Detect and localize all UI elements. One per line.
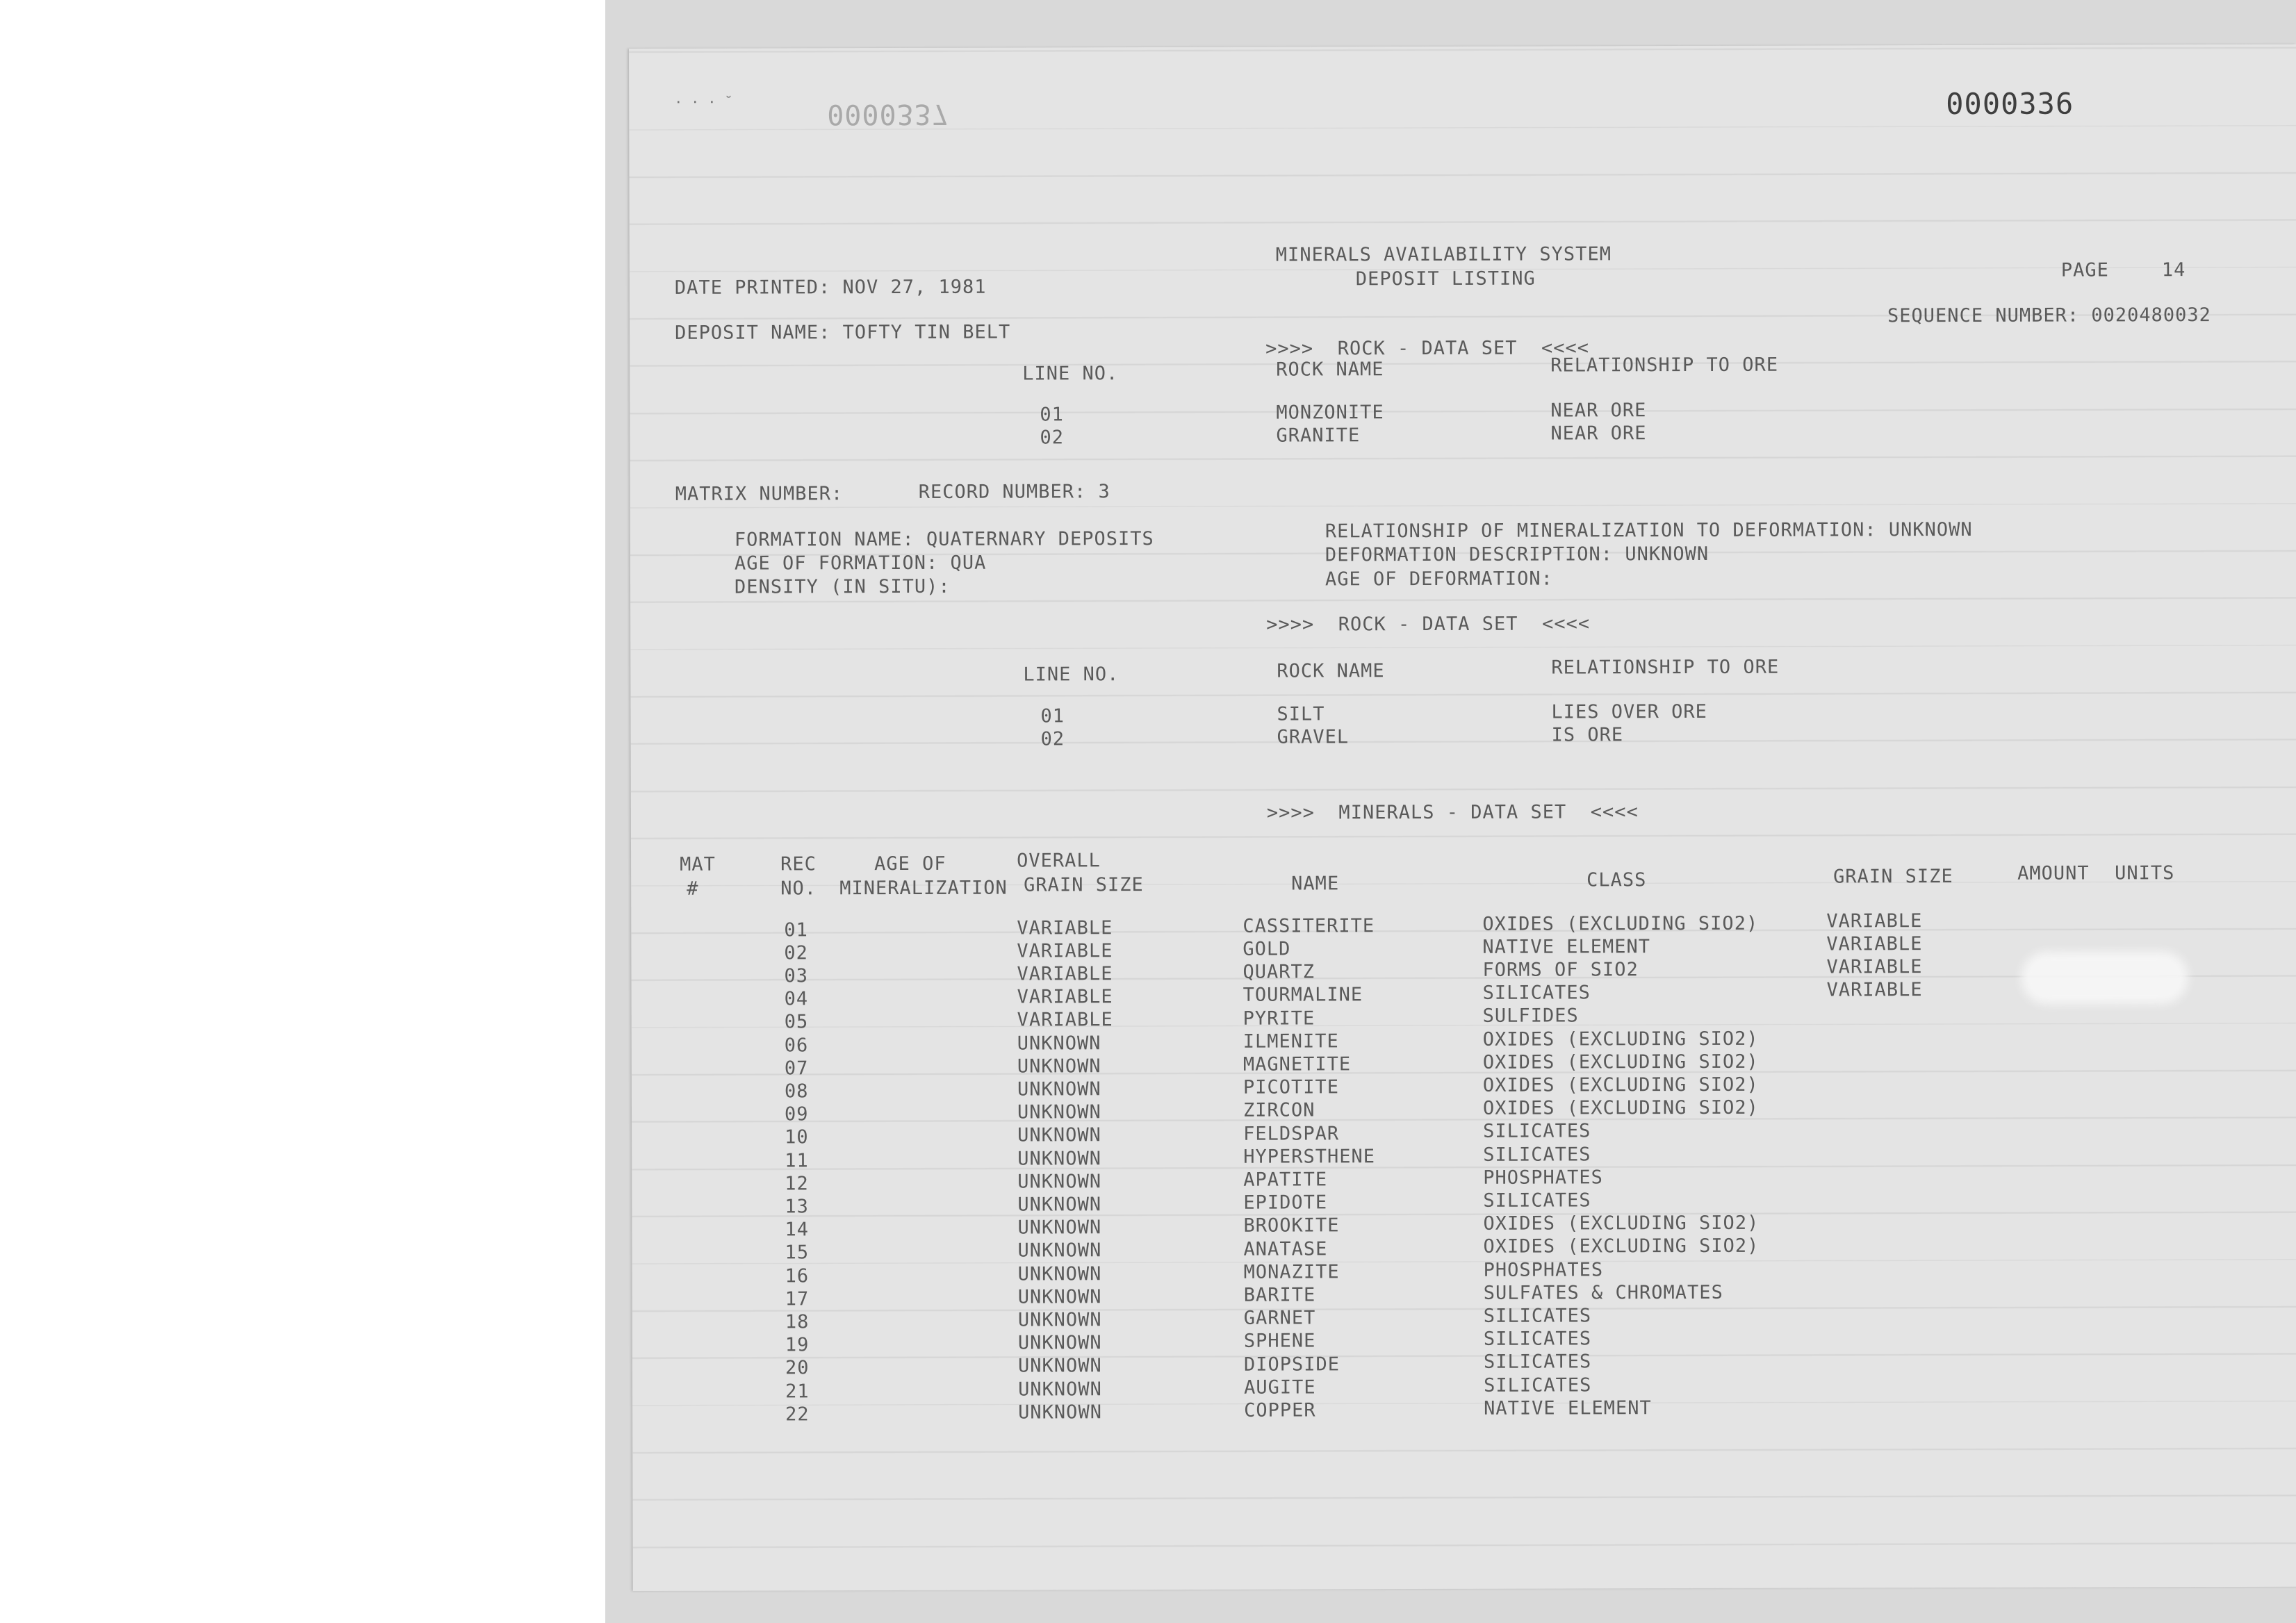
overall-grain-size-cell: VARIABLE: [1017, 963, 1113, 985]
mineral-name-cell: PICOTITE: [1243, 1076, 1340, 1098]
rock-name-cell: MONZONITE: [1276, 402, 1384, 424]
table-row: [632, 1397, 2296, 1428]
rock-set-1-header-rock: ROCK NAME: [1276, 359, 1384, 381]
rec-number-cell: 11: [785, 1150, 809, 1172]
mineral-name-cell: GOLD: [1243, 938, 1291, 960]
overall-grain-size-cell: UNKNOWN: [1017, 1286, 1102, 1308]
overall-grain-size-cell: VARIABLE: [1017, 940, 1113, 962]
mineral-class-cell: OXIDES (EXCLUDING SIO2): [1482, 1051, 1759, 1073]
correction-smudge: [2021, 951, 2188, 1005]
date-printed: DATE PRINTED: NOV 27, 1981: [674, 276, 987, 299]
overall-grain-size-cell: UNKNOWN: [1017, 1171, 1102, 1193]
relationship-cell: LIES OVER ORE: [1551, 701, 1707, 723]
sequence-number: SEQUENCE NUMBER: 0020480032: [1887, 304, 2211, 327]
rock-set-2-title: >>>> ROCK - DATA SET <<<<: [1266, 613, 1591, 636]
minerals-header-mineralization: MINERALIZATION: [839, 877, 1008, 900]
system-title: MINERALS AVAILABILITY SYSTEM: [1275, 243, 1612, 266]
mineral-class-cell: FORMS OF SIO2: [1482, 959, 1639, 981]
rock-name-cell: SILT: [1277, 703, 1325, 725]
rock-set-1-title: >>>> ROCK - DATA SET <<<<: [1265, 337, 1590, 360]
mineral-class-cell: NATIVE ELEMENT: [1482, 935, 1651, 958]
mineral-name-cell: COPPER: [1244, 1399, 1316, 1422]
overall-grain-size-cell: UNKNOWN: [1017, 1078, 1101, 1101]
overall-grain-size-cell: UNKNOWN: [1017, 1332, 1102, 1354]
minerals-title: >>>> MINERALS - DATA SET <<<<: [1266, 801, 1639, 824]
rock-name-cell: GRAVEL: [1277, 726, 1350, 748]
mineral-name-cell: EPIDOTE: [1243, 1192, 1328, 1214]
mineral-name-cell: APATITE: [1243, 1169, 1328, 1191]
overall-grain-size-cell: VARIABLE: [1017, 1009, 1113, 1032]
mineral-name-cell: AUGITE: [1244, 1376, 1316, 1399]
paper-specks: · · · ˘: [674, 93, 733, 110]
rock-set-2-header-line: LINE NO.: [1023, 664, 1120, 686]
mineral-name-cell: TOURMALINE: [1243, 984, 1363, 1007]
mineral-class-cell: SILICATES: [1483, 1189, 1591, 1212]
rock-set-1-header-line: LINE NO.: [1022, 363, 1119, 385]
age-of-formation: AGE OF FORMATION: QUA: [734, 552, 987, 575]
mineral-class-cell: OXIDES (EXCLUDING SIO2): [1482, 1073, 1759, 1096]
age-of-deformation: AGE OF DEFORMATION:: [1325, 568, 1553, 591]
mineral-name-cell: BROOKITE: [1243, 1214, 1340, 1237]
mineral-name-cell: DIOPSIDE: [1243, 1353, 1340, 1376]
mineral-class-cell: OXIDES (EXCLUDING SIO2): [1482, 912, 1759, 935]
listing-title: DEPOSIT LISTING: [1355, 267, 1536, 290]
rec-number-cell: 19: [785, 1334, 810, 1356]
rec-number-cell: 17: [785, 1288, 810, 1310]
overall-grain-size-cell: VARIABLE: [1017, 916, 1113, 939]
overall-grain-size-cell: UNKNOWN: [1017, 1262, 1102, 1285]
mineral-name-cell: ANATASE: [1243, 1237, 1328, 1260]
minerals-header-grain: GRAIN SIZE: [1833, 866, 1953, 888]
relationship-cell: IS ORE: [1551, 724, 1624, 746]
mineral-name-cell: QUARTZ: [1243, 961, 1315, 983]
document-number: 0000336: [1946, 86, 2074, 122]
mineral-class-cell: SILICATES: [1483, 1144, 1591, 1166]
mineral-name-cell: GARNET: [1243, 1307, 1316, 1329]
grain-size-cell: VARIABLE: [1826, 933, 1923, 955]
minerals-header-mat-hash: #: [687, 878, 699, 900]
deformation-description: DEFORMATION DESCRIPTION: UNKNOWN: [1325, 543, 1709, 566]
line-number-cell: 02: [1040, 728, 1065, 750]
rec-number-cell: 04: [784, 988, 809, 1010]
mineral-name-cell: ILMENITE: [1243, 1030, 1339, 1053]
mirror-stamp: 0000337: [827, 97, 949, 131]
rec-number-cell: 10: [785, 1126, 809, 1148]
minerals-header-rec-no: NO.: [780, 878, 817, 900]
mineral-class-cell: PHOSPHATES: [1483, 1258, 1604, 1281]
rec-number-cell: 03: [784, 965, 809, 987]
overall-grain-size-cell: UNKNOWN: [1017, 1239, 1102, 1262]
overall-grain-size-cell: VARIABLE: [1017, 986, 1113, 1008]
overall-grain-size-cell: UNKNOWN: [1017, 1124, 1101, 1147]
mineral-class-cell: SILICATES: [1482, 982, 1591, 1005]
relationship-cell: NEAR ORE: [1550, 422, 1647, 445]
relationship-cell: NEAR ORE: [1550, 399, 1647, 422]
minerals-header-overall: OVERALL: [1017, 850, 1101, 872]
rec-number-cell: 06: [784, 1035, 809, 1057]
rock-set-2-header-rock: ROCK NAME: [1277, 660, 1385, 682]
mineral-name-cell: PYRITE: [1243, 1007, 1315, 1030]
mineral-class-cell: SULFATES & CHROMATES: [1483, 1281, 1723, 1304]
rec-number-cell: 16: [785, 1265, 810, 1287]
overall-grain-size-cell: UNKNOWN: [1017, 1147, 1102, 1170]
mineral-class-cell: OXIDES (EXCLUDING SIO2): [1482, 1096, 1759, 1120]
formation-name: FORMATION NAME: QUATERNARY DEPOSITS: [734, 528, 1154, 551]
minerals-header-age: AGE OF: [874, 852, 946, 875]
grain-size-cell: VARIABLE: [1826, 909, 1923, 932]
rec-number-cell: 13: [785, 1196, 809, 1218]
deposit-name: DEPOSIT NAME: TOFTY TIN BELT: [675, 321, 1011, 344]
rec-number-cell: 05: [784, 1011, 809, 1033]
mineral-class-cell: NATIVE ELEMENT: [1484, 1397, 1652, 1419]
mineral-name-cell: MAGNETITE: [1243, 1053, 1352, 1076]
grain-size-cell: VARIABLE: [1826, 979, 1923, 1001]
rec-number-cell: 09: [784, 1103, 809, 1126]
rec-number-cell: 12: [785, 1173, 809, 1195]
overall-grain-size-cell: UNKNOWN: [1017, 1355, 1102, 1378]
page-number: 14: [2161, 259, 2186, 281]
rock-name-cell: GRANITE: [1276, 425, 1361, 447]
minerals-header-amount: AMOUNT: [2017, 862, 2090, 884]
grain-size-cell: VARIABLE: [1826, 956, 1923, 978]
matrix-number: MATRIX NUMBER:: [675, 483, 844, 505]
overall-grain-size-cell: UNKNOWN: [1017, 1032, 1101, 1055]
mineral-class-cell: OXIDES (EXCLUDING SIO2): [1483, 1235, 1760, 1258]
rec-number-cell: 01: [784, 919, 808, 941]
rec-number-cell: 08: [784, 1080, 809, 1103]
mineral-name-cell: HYPERSTHENE: [1243, 1145, 1376, 1168]
table-row: [630, 422, 2296, 454]
mineral-class-cell: OXIDES (EXCLUDING SIO2): [1482, 1028, 1759, 1051]
minerals-header-rec: REC: [780, 853, 817, 875]
rock-set-1-header-rel: RELATIONSHIP TO ORE: [1550, 354, 1779, 377]
line-number-cell: 01: [1040, 705, 1065, 727]
mineral-name-cell: CASSITERITE: [1243, 914, 1375, 937]
rec-number-cell: 21: [785, 1381, 810, 1403]
mineral-name-cell: SPHENE: [1243, 1330, 1316, 1353]
rec-number-cell: 15: [785, 1242, 810, 1264]
line-number-cell: 02: [1040, 427, 1065, 449]
overall-grain-size-cell: UNKNOWN: [1017, 1055, 1101, 1078]
mineral-name-cell: ZIRCON: [1243, 1099, 1315, 1122]
minerals-header-class: CLASS: [1586, 869, 1647, 891]
page-label: PAGE: [2060, 259, 2109, 281]
rec-number-cell: 02: [784, 942, 808, 964]
density: DENSITY (IN SITU):: [734, 575, 951, 598]
mineral-name-cell: MONAZITE: [1243, 1261, 1340, 1283]
rock-set-2-header-rel: RELATIONSHIP TO ORE: [1551, 656, 1780, 679]
overall-grain-size-cell: UNKNOWN: [1017, 1101, 1101, 1123]
overall-grain-size-cell: UNKNOWN: [1017, 1309, 1102, 1331]
relationship-deformation: RELATIONSHIP OF MINERALIZATION TO DEFORMATION: UNKNOWN: [1325, 518, 1973, 543]
record-number: RECORD NUMBER: 3: [918, 481, 1110, 503]
rec-number-cell: 18: [785, 1311, 810, 1333]
mineral-class-cell: SILICATES: [1483, 1328, 1592, 1351]
line-number-cell: 01: [1040, 404, 1064, 426]
rec-number-cell: 14: [785, 1219, 810, 1241]
rec-number-cell: 20: [785, 1357, 810, 1379]
overall-grain-size-cell: UNKNOWN: [1017, 1217, 1102, 1239]
rec-number-cell: 22: [785, 1403, 810, 1426]
mineral-class-cell: SILICATES: [1483, 1120, 1591, 1143]
mineral-class-cell: SULFIDES: [1482, 1005, 1579, 1028]
mineral-class-cell: SILICATES: [1483, 1305, 1592, 1327]
mineral-name-cell: FELDSPAR: [1243, 1122, 1340, 1145]
minerals-header-mat: MAT: [680, 853, 716, 875]
overall-grain-size-cell: UNKNOWN: [1017, 1194, 1102, 1216]
mineral-name-cell: BARITE: [1243, 1284, 1316, 1306]
minerals-header-name: NAME: [1291, 873, 1340, 895]
minerals-header-units: UNITS: [2115, 862, 2175, 884]
mineral-class-cell: OXIDES (EXCLUDING SIO2): [1483, 1212, 1760, 1235]
overall-grain-size-cell: UNKNOWN: [1018, 1378, 1102, 1401]
rec-number-cell: 07: [784, 1057, 809, 1080]
mineral-class-cell: SILICATES: [1483, 1351, 1592, 1374]
minerals-header-grain-size: GRAIN SIZE: [1024, 874, 1144, 896]
printout-sheet: [629, 44, 2296, 1591]
mineral-class-cell: PHOSPHATES: [1483, 1167, 1603, 1189]
table-row: [631, 724, 2296, 755]
overall-grain-size-cell: UNKNOWN: [1018, 1401, 1102, 1424]
mineral-class-cell: SILICATES: [1484, 1374, 1592, 1397]
